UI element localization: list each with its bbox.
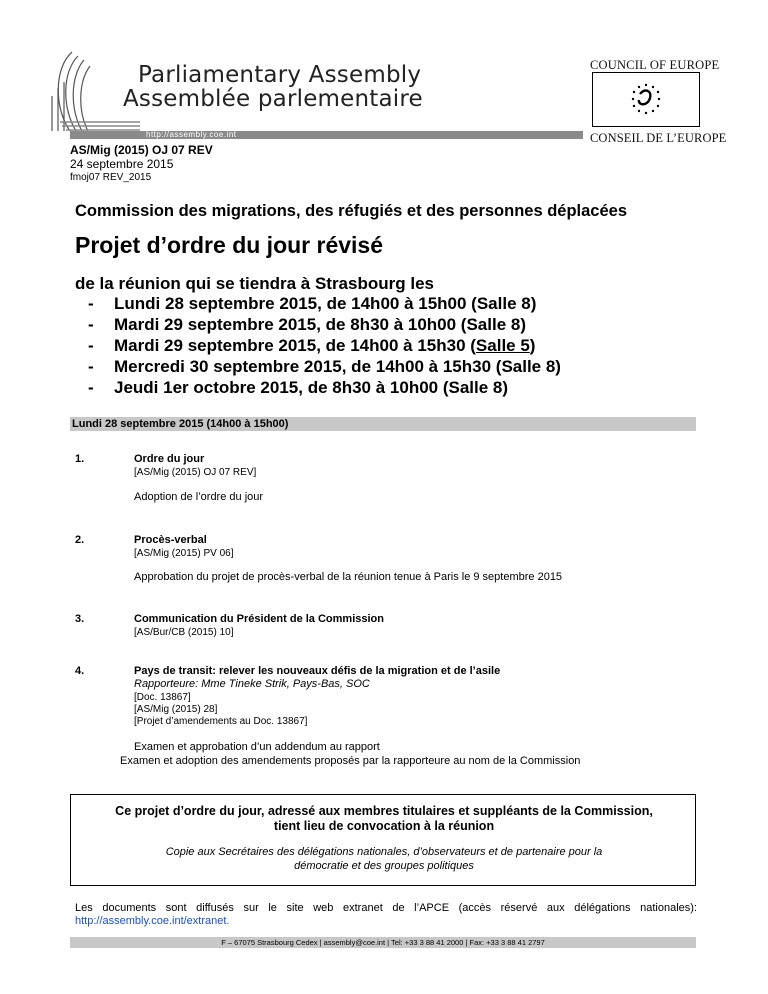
convocation-notice: [70, 794, 696, 886]
session-item: - Lundi 28 septembre 2015, de 14h00 à 15h00 (Salle 8): [88, 294, 537, 313]
coe-name-en: COUNCIL OF EUROPE: [590, 58, 720, 72]
extranet-link[interactable]: http://assembly.coe.int/extranet.: [75, 915, 230, 927]
item-text: Adoption de l’ordre du jour: [134, 491, 264, 503]
notice-line: tient lieu de convocation à la réunion: [273, 819, 495, 833]
documents-note: Les documents sont diffusés sur le site web extranet de l’APCE (accès réservé aux délégations nationales):: [75, 902, 697, 914]
item-rapporteur: Rapporteure: Mme Tineke Strik, Pays-Bas, SOC: [134, 678, 370, 690]
committee-name: Commission des migrations, des réfugiés et des personnes déplacées: [75, 202, 628, 220]
session-item: - Mercredi 30 septembre 2015, de 14h00 à 15h30 (Salle 8): [88, 357, 561, 376]
file-id: fmoj07 REV_2015: [70, 172, 152, 183]
item-number: 1.: [75, 453, 85, 465]
item-title: Ordre du jour: [134, 453, 205, 465]
item-document: [AS/Mig (2015) OJ 07 REV]: [134, 467, 257, 478]
notice-copy: Copie aux Secrétaires des délégations nationales, d’observateurs et de partenaire pour la: [165, 846, 603, 858]
meeting-intro: de la réunion qui se tiendra à Strasbourg les: [75, 274, 434, 293]
page-title: Projet d’ordre du jour révisé: [75, 232, 384, 258]
assembly-url[interactable]: http://assembly.coe.int: [146, 130, 237, 139]
session-item: - Jeudi 1er octobre 2015, de 8h30 à 10h00 (Salle 8): [88, 378, 509, 397]
item-document: [Projet d’amendements au Doc. 13867]: [134, 716, 308, 727]
council-of-europe-logo-icon: [592, 72, 700, 127]
item-document: [AS/Mig (2015) PV 06]: [134, 548, 234, 559]
item-text: Examen et approbation d’un addendum au rapport: [134, 741, 380, 753]
item-number: 3.: [75, 613, 85, 625]
item-title: Pays de transit: relever les nouveaux défis de la migration et de l’asile: [134, 665, 501, 677]
room-changed: Salle 5: [475, 336, 530, 355]
assembly-name-en: Parliamentary Assembly: [138, 62, 422, 88]
notice-line: Ce projet d’ordre du jour, adressé aux membres titulaires et suppléants de la Commission,: [115, 804, 653, 818]
document-date: 24 septembre 2015: [70, 157, 174, 171]
item-document: [AS/Bur/CB (2015) 10]: [134, 627, 234, 638]
coe-name-fr: CONSEIL DE L’EUROPE: [590, 131, 727, 145]
session-item: - Mardi 29 septembre 2015, de 8h30 à 10h00 (Salle 8): [88, 315, 526, 334]
item-title: Procès-verbal: [134, 534, 207, 546]
item-document: [AS/Mig (2015) 28]: [134, 704, 218, 715]
day-heading: Lundi 28 septembre 2015 (14h00 à 15h00): [72, 418, 289, 430]
notice-copy: démocratie et des groupes politiques: [294, 860, 474, 872]
item-number: 4.: [75, 665, 85, 677]
footer-contact: F – 67075 Strasbourg Cedex | assembly@coe.int | Tel: +33 3 88 41 2000 | Fax: +33 3 88 41 2797: [221, 938, 545, 947]
session-item: - Mardi 29 septembre 2015, de 14h00 à 15h30 (Salle 5): [88, 336, 536, 355]
item-title: Communication du Président de la Commission: [134, 613, 384, 625]
item-document: [Doc. 13867]: [134, 692, 191, 703]
item-text: Examen et adoption des amendements proposés par la rapporteure au nom de la Commission: [120, 755, 581, 767]
item-number: 2.: [75, 534, 85, 546]
item-text: Approbation du projet de procès-verbal de la réunion tenue à Paris le 9 septembre 2015: [134, 571, 563, 583]
assembly-name-fr: Assemblée parlementaire: [123, 86, 423, 112]
document-reference: AS/Mig (2015) OJ 07 REV: [70, 143, 213, 157]
